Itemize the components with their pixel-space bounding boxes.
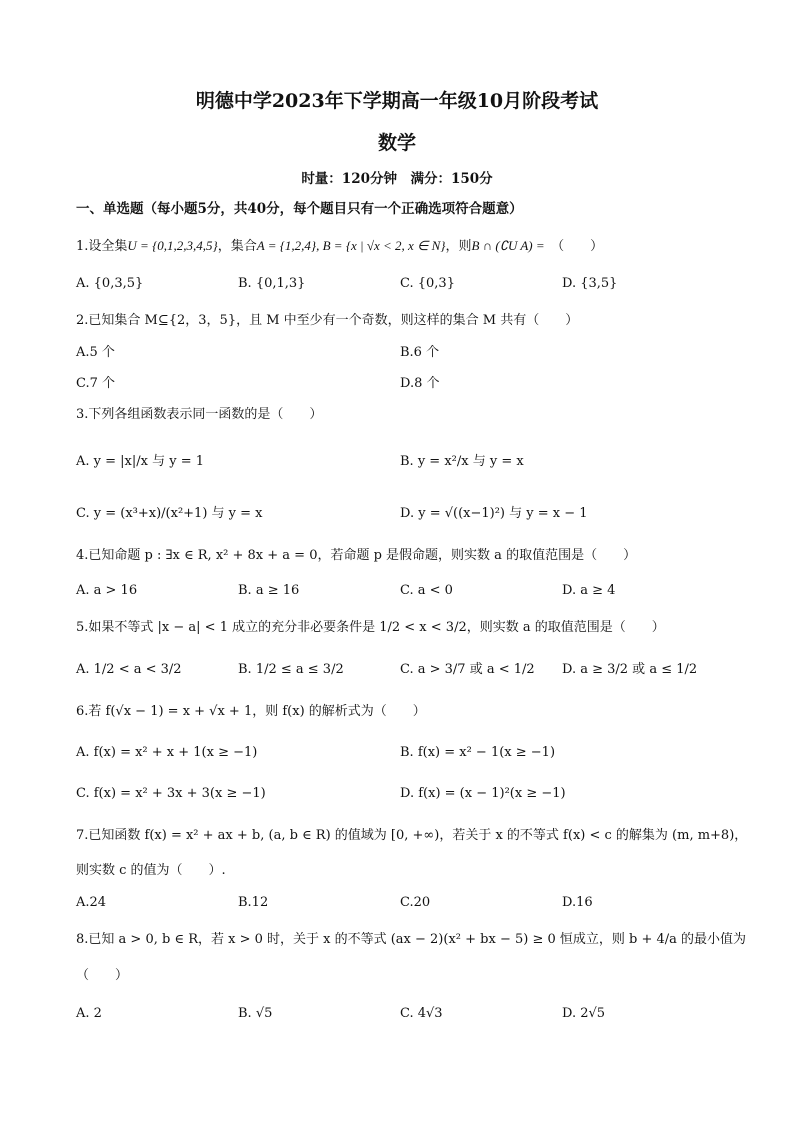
question-7-line-2: 则实数 c 的值为（ ）. [76,863,226,878]
q8-option-d: D. 2√5 [562,1006,606,1021]
q5-option-c: C. a > 3/7 或 a < 1/2 [400,662,535,677]
q7-option-c: C.20 [400,895,431,910]
q6-option-c: C. f(x) = x² + 3x + 3(x ≥ −1) [76,786,266,801]
q1-universal-set: U = {0,1,2,3,4,5} [127,238,218,253]
question-5-stem: 5.如果不等式 |x − a| < 1 成立的充分非必要条件是 1/2 < x < 3/2，则实数 a 的取值范围是（ ） [76,620,665,635]
q1-paren: （ ） [557,239,604,254]
question-8-line-1: 8.已知 a > 0, b ∈ R，若 x > 0 时，关于 x 的不等式 (ax − 2)(x² + bx − 5) ≥ 0 恒成立，则 b + 4/a 的最小值为 [76,932,747,947]
q2-option-a: A.5 个 [76,345,115,360]
q8-option-b: B. √5 [238,1006,273,1021]
question-3-stem: 3.下列各组函数表示同一函数的是（ ） [76,407,323,422]
question-6-stem: 6.若 f(√x − 1) = x + √x + 1，则 f(x) 的解析式为（ ） [76,704,426,719]
question-4-stem: 4.已知命题 p : ∃x ∈ R, x² + 8x + a = 0，若命题 p 是假命题，则实数 a 的取值范围是（ ） [76,548,637,563]
q7-option-d: D.16 [562,895,593,910]
q3-option-d: D. y = √((x−1)²) 与 y = x − 1 [400,506,588,521]
q4-option-a: A. a > 16 [76,583,138,598]
q1-pre: 1.设全集 [76,239,128,254]
subject-title: 数学 [377,132,416,154]
q4-option-d: D. a ≥ 4 [562,583,616,598]
question-8-line-2: （ ） [76,968,129,983]
q1-option-a: A. {0,3,5} [76,276,144,291]
q1-option-c: C. {0,3} [400,276,455,291]
q1-post: ，则 [445,239,472,254]
question-7-line-1: 7.已知函数 f(x) = x² + ax + b, (a, b ∈ R) 的值域为 [0, +∞)，若关于 x 的不等式 f(x) < c 的解集为 (m, m+8)， [76,828,748,843]
q2-option-c: C.7 个 [76,376,116,391]
q2-option-d: D.8 个 [400,376,440,391]
q6-option-b: B. f(x) = x² − 1(x ≥ −1) [400,745,556,760]
q8-option-a: A. 2 [76,1006,102,1021]
q5-option-b: B. 1/2 ≤ a ≤ 3/2 [238,662,344,677]
q3-option-b: B. y = x²/x 与 y = x [400,454,524,469]
q1-expression: B ∩ (∁U A) = [471,238,545,253]
q6-option-a: A. f(x) = x² + x + 1(x ≥ −1) [76,745,258,760]
page-title: 明德中学2023年下学期高一年级10月阶段考试 [195,90,599,112]
exam-meta: 时量：120分钟 满分：150分 [301,171,493,187]
q1-mid: ，集合 [217,239,257,254]
q7-option-a: A.24 [76,895,107,910]
q2-option-b: B.6 个 [400,345,440,360]
q1-option-d: D. {3,5} [562,276,618,291]
q4-option-b: B. a ≥ 16 [238,583,300,598]
q1-sets: A = {1,2,4}, B = {x | √x < 2, x ∈ N} [256,238,446,253]
q8-option-c: C. 4√3 [400,1006,443,1021]
q3-option-a: A. y = |x|/x 与 y = 1 [76,454,204,469]
q6-option-d: D. f(x) = (x − 1)²(x ≥ −1) [400,786,566,801]
q3-option-c: C. y = (x³+x)/(x²+1) 与 y = x [76,506,263,521]
question-2-stem: 2.已知集合 M⊆{2，3，5}，且 M 中至少有一个奇数，则这样的集合 M 共有（ ） [76,313,579,328]
section-heading: 一、单选题（每小题5分，共40分，每个题目只有一个正确选项符合题意） [76,201,523,217]
question-1-stem [76,236,603,257]
q7-option-b: B.12 [238,895,269,910]
q5-option-d: D. a ≥ 3/2 或 a ≤ 1/2 [562,662,698,677]
q1-option-b: B. {0,1,3} [238,276,306,291]
q4-option-c: C. a < 0 [400,583,453,598]
q5-option-a: A. 1/2 < a < 3/2 [76,662,182,677]
